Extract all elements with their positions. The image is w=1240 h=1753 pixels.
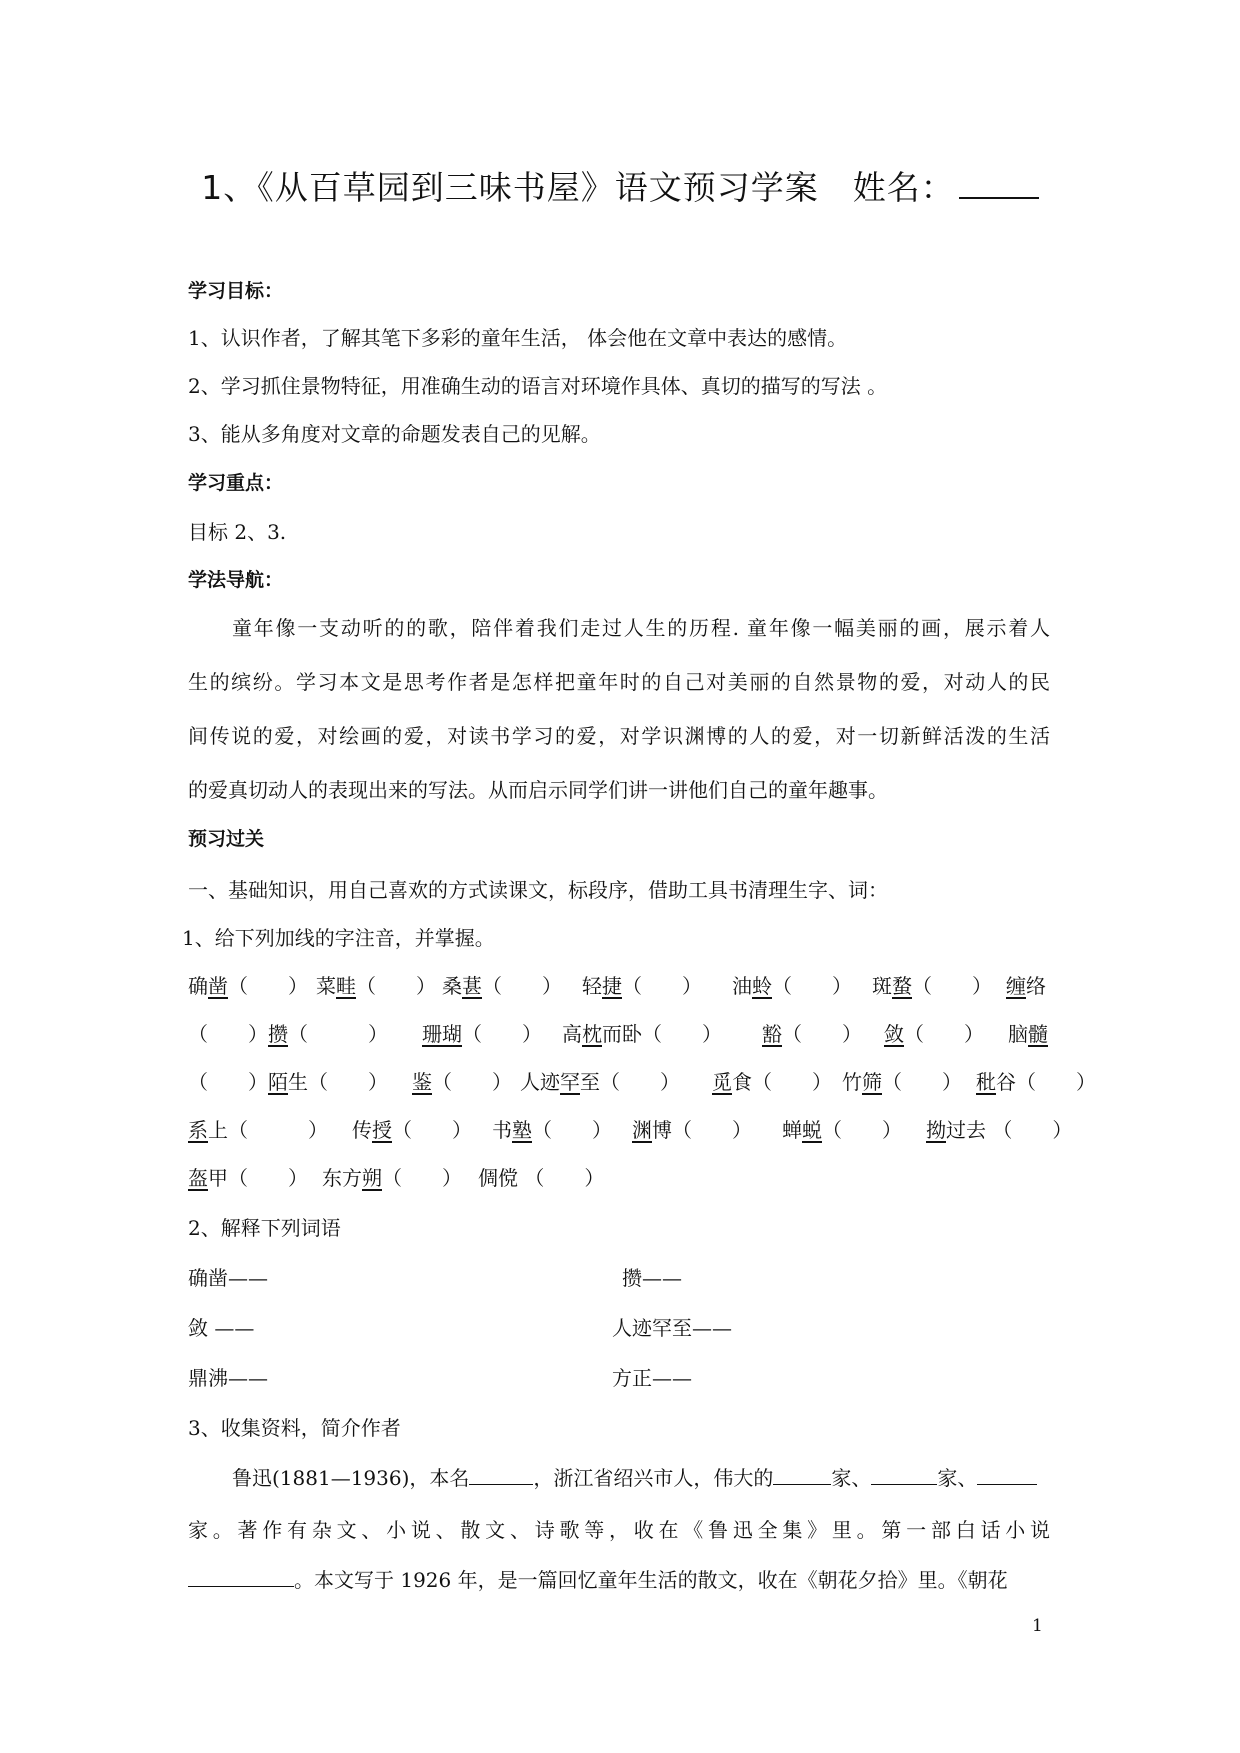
- real-name-blank[interactable]: [469, 1464, 533, 1485]
- basic-knowledge-text: 一、基础知识，用自己喜欢的方式读课文，标段序，借助工具书清理生字、词：: [188, 878, 888, 902]
- explain-row-2: [188, 1312, 1058, 1341]
- objectives-heading: 学习目标：: [188, 280, 284, 302]
- word-item: 缠络: [1006, 974, 1046, 998]
- word-item: 系上（ ）: [188, 1118, 328, 1142]
- method-line-1: 童年像一支动听的的歌，陪伴着我们走过人生的历程. 童年像一幅美丽的画，展示着人: [232, 616, 1050, 640]
- key-points-heading: 学习重点：: [188, 472, 284, 494]
- name-blank[interactable]: [959, 169, 1039, 199]
- pinyin-row-3: [188, 1066, 1108, 1095]
- word-item: 鉴（ ）: [412, 1070, 512, 1094]
- page-title: [0, 162, 1240, 209]
- objective-item-2: 2、学习抓住景物特征，用准确生动的语言对环境作具体、真切的描写的写法 。: [188, 374, 888, 398]
- word-item: 菜畦（ ）: [316, 974, 436, 998]
- explain-right: 方正——: [612, 1366, 692, 1390]
- method-line-4: 的爱真切动人的表现出来的写法。从而启示同学们讲一讲他们自己的童年趣事。: [188, 778, 888, 802]
- word-item: （ ）攒（ ）: [188, 1022, 388, 1046]
- word-item: 竹筛（ ）: [842, 1070, 962, 1094]
- title-blank-1[interactable]: [773, 1464, 831, 1485]
- word-item: 东方朔（ ）: [322, 1166, 462, 1190]
- author-line-3: 。本文写于 1926 年，是一篇回忆童年生活的散文，收在《朝花夕拾》里。《朝花: [188, 1564, 1050, 1593]
- word-item: 油蛉（ ）: [732, 974, 852, 998]
- word-item: 豁（ ）: [762, 1022, 862, 1046]
- method-heading: 学法导航：: [188, 569, 284, 591]
- word-item: 脑髓: [1008, 1022, 1048, 1046]
- explain-left: 鼎沸——: [188, 1366, 268, 1390]
- page-number: 1: [1032, 1616, 1043, 1636]
- objective-item-1: 1、认识作者，了解其笔下多彩的童年生活， 体会他在文章中表达的感情。: [188, 326, 848, 350]
- word-item: 蝉蜕（ ）: [782, 1118, 902, 1142]
- explain-right: 攒——: [622, 1266, 682, 1290]
- explain-row-1: [188, 1262, 1058, 1291]
- pinyin-row-4: [188, 1114, 1108, 1143]
- explain-left: 确凿——: [188, 1266, 268, 1290]
- word-item: 倜傥 （ ）: [478, 1166, 605, 1190]
- word-item: 珊瑚（ ）: [422, 1022, 542, 1046]
- word-item: 书塾（ ）: [492, 1118, 612, 1142]
- word-item: 人迹罕至（ ）: [520, 1070, 680, 1094]
- question-2-text: 2、解释下列词语: [188, 1216, 341, 1240]
- pinyin-row-2: [188, 1018, 1108, 1047]
- key-points-text: 目标 2、3.: [188, 520, 287, 544]
- word-item: 确凿（ ）: [188, 974, 308, 998]
- pinyin-row-5: [188, 1162, 1108, 1191]
- word-item: 盔甲（ ）: [188, 1166, 308, 1190]
- word-item: （ ）陌生（ ）: [188, 1070, 388, 1094]
- word-item: 轻捷（ ）: [582, 974, 702, 998]
- title-text: 1、《从百草园到三味书屋》语文预习学案 姓名：: [201, 168, 955, 207]
- word-item: 秕谷（ ）: [976, 1070, 1096, 1094]
- explain-right: 人迹罕至——: [612, 1316, 732, 1340]
- word-item: 敛（ ）: [884, 1022, 984, 1046]
- question-1-text: 1、给下列加线的字注音，并掌握。: [182, 926, 495, 950]
- word-item: 传授（ ）: [352, 1118, 472, 1142]
- explain-left: 敛 ——: [188, 1316, 255, 1340]
- word-item: 桑葚（ ）: [442, 974, 562, 998]
- word-item: 觅食（ ）: [712, 1070, 832, 1094]
- method-line-3: 间传说的爱，对绘画的爱，对读书学习的爱，对学识渊博的人的爱，对一切新鲜活泼的生活: [188, 724, 1050, 748]
- title-blank-3[interactable]: [977, 1464, 1037, 1485]
- word-item: 渊博（ ）: [632, 1118, 752, 1142]
- author-line-1: 鲁迅(1881—1936)，本名 ，浙江省绍兴市人，伟大的 家、 家、: [232, 1462, 1094, 1491]
- question-3-text: 3、收集资料，简介作者: [188, 1416, 401, 1440]
- word-item: 高枕而卧（ ）: [562, 1022, 722, 1046]
- author-line-2: 家。著作有杂文、小说、散文、诗歌等，收在《鲁迅全集》里。第一部白话小说: [188, 1518, 1050, 1542]
- first-novel-blank[interactable]: [188, 1566, 294, 1587]
- word-item: 拗过去 （ ）: [926, 1118, 1073, 1142]
- title-blank-2[interactable]: [871, 1464, 937, 1485]
- method-line-2: 生的缤纷。学习本文是思考作者是怎样把童年时的自己对美丽的自然景物的爱，对动人的民: [188, 670, 1050, 694]
- explain-row-3: [188, 1362, 1058, 1391]
- pinyin-row-1: [188, 970, 1108, 999]
- word-item: 斑蝥（ ）: [872, 974, 992, 998]
- objective-item-3: 3、能从多角度对文章的命题发表自己的见解。: [188, 422, 601, 446]
- preview-heading: 预习过关: [188, 828, 265, 850]
